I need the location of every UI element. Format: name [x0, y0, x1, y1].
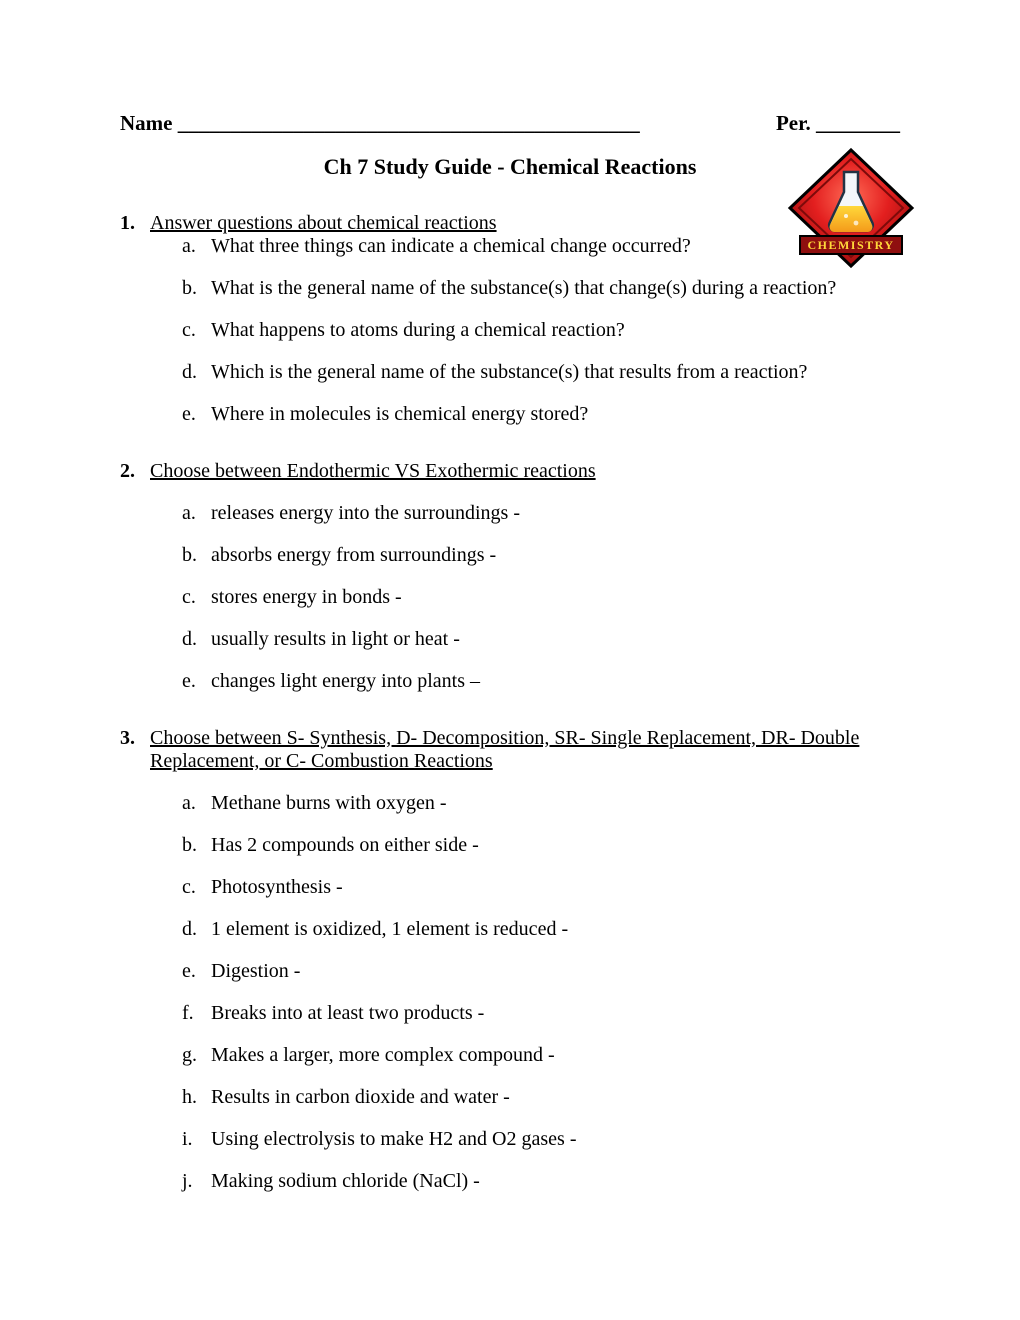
- item-letter: i.: [182, 1128, 193, 1150]
- item-text: Has 2 compounds on either side -: [211, 834, 479, 856]
- list-item: [120, 277, 900, 300]
- page-title: Ch 7 Study Guide - Chemical Reactions: [323, 154, 697, 179]
- list-item: [120, 792, 900, 815]
- section-2: [120, 460, 900, 693]
- list-item: [120, 876, 900, 899]
- chemistry-badge-label: CHEMISTRY: [807, 238, 895, 252]
- item-letter: c.: [182, 319, 196, 341]
- item-letter: d.: [182, 361, 197, 383]
- item-text: stores energy in bonds -: [211, 586, 402, 608]
- per-label: Per.: [775, 111, 811, 135]
- section-3: [120, 727, 900, 1193]
- name-per-header: [120, 112, 900, 135]
- item-letter: a.: [182, 792, 196, 814]
- list-item: [120, 361, 900, 384]
- item-text: Digestion -: [211, 960, 301, 982]
- list-item: [120, 1128, 900, 1151]
- item-text: Making sodium chloride (NaCl) -: [211, 1170, 480, 1192]
- item-letter: a.: [182, 502, 196, 524]
- item-letter: g.: [182, 1044, 197, 1066]
- item-letter: b.: [182, 834, 197, 856]
- list-item: [120, 1002, 900, 1025]
- item-letter: h.: [182, 1086, 197, 1108]
- section-number: 1.: [120, 212, 135, 234]
- item-text: changes light energy into plants –: [211, 670, 481, 692]
- item-text: Results in carbon dioxide and water -: [211, 1086, 510, 1108]
- section-number: 3.: [120, 727, 135, 749]
- item-text: Breaks into at least two products -: [211, 1002, 485, 1024]
- section-1: [120, 212, 900, 426]
- item-letter: c.: [182, 586, 196, 608]
- item-letter: e.: [182, 670, 196, 692]
- list-item: [120, 319, 900, 342]
- item-text: Where in molecules is chemical energy stored?: [211, 403, 589, 425]
- item-letter: d.: [182, 628, 197, 650]
- per-blank: ________: [816, 111, 900, 135]
- section-number: 2.: [120, 460, 135, 482]
- item-text: What three things can indicate a chemical change occurred?: [211, 235, 691, 257]
- list-item: [120, 918, 900, 941]
- item-letter: b.: [182, 544, 197, 566]
- list-item: [120, 834, 900, 857]
- list-item: [120, 403, 900, 426]
- item-text: What is the general name of the substance(s) that change(s) during a reaction?: [211, 277, 837, 299]
- item-text: Methane burns with oxygen -: [211, 792, 447, 814]
- item-letter: a.: [182, 235, 196, 257]
- item-text: usually results in light or heat -: [211, 628, 460, 650]
- item-text: releases energy into the surroundings -: [211, 502, 520, 524]
- list-item: [120, 1170, 900, 1193]
- list-item: [120, 670, 900, 693]
- list-item: [120, 1086, 900, 1109]
- list-item: [120, 586, 900, 609]
- item-text: Using electrolysis to make H2 and O2 gases -: [211, 1128, 577, 1150]
- item-letter: f.: [182, 1002, 194, 1024]
- section-heading: Choose between Endothermic VS Exothermic reactions: [150, 460, 596, 482]
- item-text: What happens to atoms during a chemical reaction?: [211, 319, 625, 341]
- list-item: [120, 1044, 900, 1067]
- item-letter: e.: [182, 960, 196, 982]
- item-letter: j.: [182, 1170, 193, 1192]
- item-letter: e.: [182, 403, 196, 425]
- list-item: [120, 502, 900, 525]
- name-blank: ____________________________________________: [177, 111, 640, 135]
- list-item: [120, 628, 900, 651]
- item-text: 1 element is oxidized, 1 element is reduced -: [211, 918, 569, 940]
- item-letter: b.: [182, 277, 197, 299]
- section-heading: Choose between S- Synthesis, D- Decomposition, SR- Single Replacement, DR- Double Replacement, or C- Combustion Reactions: [150, 727, 860, 772]
- item-text: Photosynthesis -: [211, 876, 343, 898]
- list-item: [120, 544, 900, 567]
- item-letter: d.: [182, 918, 197, 940]
- item-text: Which is the general name of the substance(s) that results from a reaction?: [211, 361, 808, 383]
- list-item: [120, 235, 900, 258]
- item-text: absorbs energy from surroundings -: [211, 544, 497, 566]
- section-heading: Answer questions about chemical reactions: [150, 212, 497, 234]
- list-item: [120, 960, 900, 983]
- name-label: Name: [120, 111, 173, 135]
- item-text: Makes a larger, more complex compound -: [211, 1044, 555, 1066]
- chemistry-badge-icon: [786, 146, 916, 272]
- item-letter: c.: [182, 876, 196, 898]
